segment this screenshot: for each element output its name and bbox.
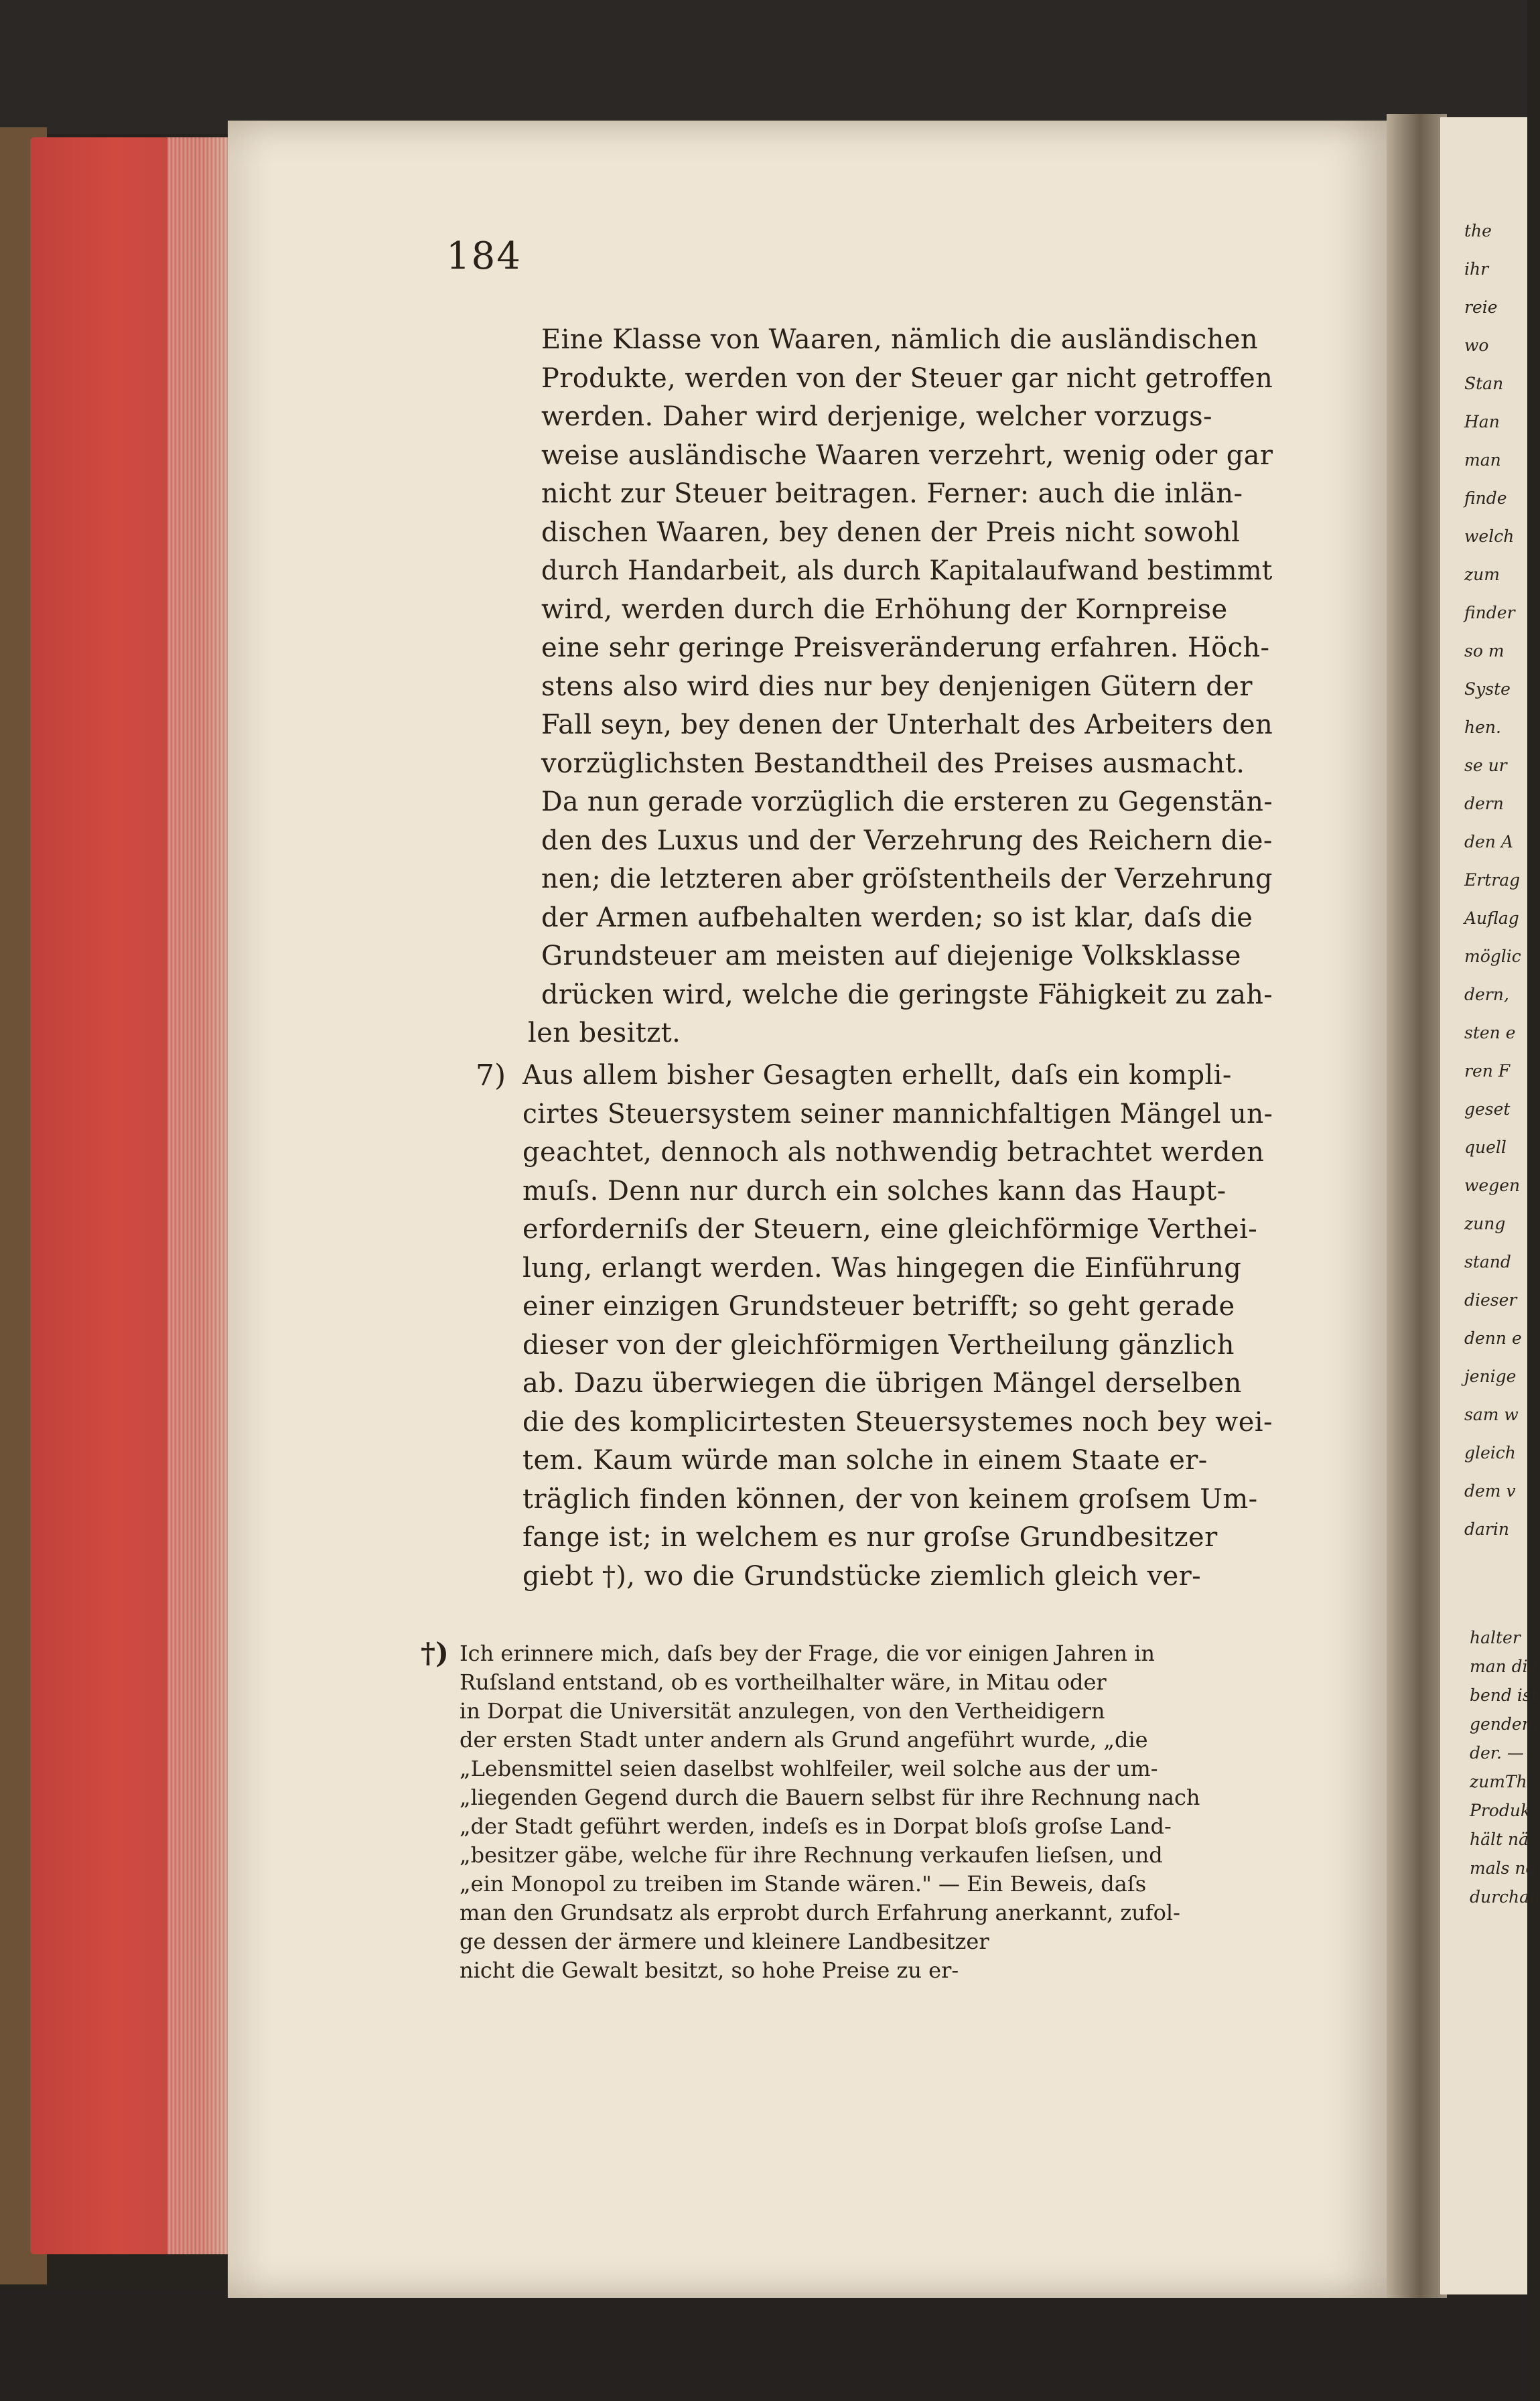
right-page-fragment-line: Syste <box>1464 679 1511 699</box>
right-page-fragment-line: dem v <box>1464 1481 1516 1501</box>
text-line: weise ausländische Waaren verzehrt, wenig oder gar <box>541 439 1273 471</box>
right-page-fragment-line: hält nä <box>1470 1830 1529 1849</box>
text-line: Produkte, werden von der Steuer gar nicht getroffen <box>541 362 1273 394</box>
right-page-fragment-line: bend ist <box>1470 1686 1538 1705</box>
right-page-fragment-line: jenige <box>1464 1367 1517 1386</box>
text-line: Eine Klasse von Waaren, nämlich die ausländischen <box>541 324 1259 355</box>
right-page-fragment-line: zumTh <box>1470 1772 1527 1791</box>
right-page-fragment-line: finder <box>1464 603 1515 622</box>
footnote-line: „besitzer gäbe, welche für ihre Rechnung verkaufen lieſsen, und <box>460 1842 1163 1868</box>
text-line: vorzüglichsten Bestandtheil des Preises ausmacht. <box>541 748 1245 779</box>
right-page-fragment-line: Stan <box>1464 374 1504 393</box>
footnote-line: Ich erinnere mich, daſs bey der Frage, die vor einigen Jahren in <box>460 1641 1155 1666</box>
right-page-fragment-line: the <box>1464 221 1492 241</box>
right-page-fragment-line: hen. <box>1464 717 1501 737</box>
right-page-fragment-line: zung <box>1464 1214 1506 1233</box>
text-line: fange ist; in welchem es nur groſse Grundbesitzer <box>522 1522 1218 1553</box>
text-line: werden. Daher wird derjenige, welcher vorzugs- <box>541 401 1212 432</box>
footnote-line: ge dessen der ärmere und kleinere Landbesitzer <box>460 1929 989 1954</box>
right-page-fragment-line: se ur <box>1464 756 1507 775</box>
text-line: eine sehr geringe Preisveränderung erfahren. Höch- <box>541 632 1270 663</box>
right-page-fragment-line: welch <box>1464 527 1515 546</box>
text-line: einer einzigen Grundsteuer betrifft; so geht gerade <box>522 1291 1235 1322</box>
footnote-line: „Lebensmittel seien daselbst wohlfeiler, weil solche aus der um- <box>460 1756 1158 1781</box>
right-page-fragment-line: mals no <box>1470 1858 1536 1878</box>
footnote-line: man den Grundsatz als erprobt durch Erfahrung anerkannt, zufol- <box>460 1900 1180 1925</box>
right-page-fragment-line: finde <box>1464 488 1507 508</box>
right-page-fragment-line: ihr <box>1464 259 1489 279</box>
footnote-line: nicht die Gewalt besitzt, so hohe Preise zu er- <box>460 1958 959 1983</box>
right-page-fragment-line: dern, <box>1464 985 1509 1004</box>
right-page-fragment-line: stand <box>1464 1252 1511 1272</box>
text-line: nicht zur Steuer beitragen. Ferner: auch die inlän- <box>541 478 1243 509</box>
page-number: 184 <box>446 234 522 278</box>
text-line: tem. Kaum würde man solche in einem Staate er- <box>522 1445 1208 1476</box>
text-line: giebt †), wo die Grundstücke ziemlich gleich ver- <box>522 1560 1202 1592</box>
right-page-fragment-line: geset <box>1464 1099 1511 1119</box>
text-line: durch Handarbeit, als durch Kapitalaufwand bestimmt <box>541 555 1273 586</box>
right-page-fragment-line: so m <box>1464 641 1504 661</box>
right-page-fragment-line: reie <box>1464 297 1498 317</box>
text-line: Aus allem bisher Gesagten erhellt, daſs ein kompli- <box>522 1060 1232 1091</box>
right-page-fragment-line: genden, <box>1470 1714 1538 1734</box>
right-page-fragment <box>1440 117 1540 2294</box>
text-line: erforderniſs der Steuern, eine gleichförmige Verthei- <box>522 1214 1258 1245</box>
text-line: lung, erlangt werden. Was hingegen die Einführung <box>522 1252 1242 1284</box>
right-page-fragment-line: man die <box>1470 1657 1538 1676</box>
right-page-fragment-line: sten e <box>1464 1023 1516 1042</box>
footnote-line: „ein Monopol zu treiben im Stande wären." — Ein Beweis, daſs <box>460 1871 1147 1897</box>
text-line: dieser von der gleichförmigen Vertheilung gänzlich <box>522 1329 1235 1361</box>
text-line: Da nun gerade vorzüglich die ersteren zu Gegenstän- <box>541 786 1273 817</box>
right-page-fragment-line: man <box>1464 450 1501 470</box>
right-page-fragment-line: ren F <box>1464 1061 1511 1081</box>
text-line: träglich finden können, der von keinem groſsem Um- <box>522 1483 1258 1515</box>
background-bottom <box>0 2291 1527 2401</box>
text-line: len besitzt. <box>528 1018 681 1048</box>
right-page-fragment-line: möglic <box>1464 947 1521 966</box>
text-line: ab. Dazu überwiegen die übrigen Mängel derselben <box>522 1368 1242 1399</box>
footnote-line: „liegenden Gegend durch die Bauern selbst für ihre Rechnung nach <box>460 1785 1200 1810</box>
right-page-fragment-line: Ertrag <box>1464 870 1521 890</box>
right-page-fragment-line: den A <box>1464 832 1513 851</box>
right-page-fragment-line: darin <box>1464 1519 1509 1539</box>
text-line: geachtet, dennoch als nothwendig betrachtet werden <box>522 1137 1265 1168</box>
text-line: Fall seyn, bey denen der Unterhalt des Arbeiters den <box>541 709 1273 740</box>
text-line: Grundsteuer am meisten auf diejenige Volksklasse <box>541 941 1241 971</box>
text-line: muſs. Denn nur durch ein solches kann das Haupt- <box>522 1175 1227 1207</box>
right-page-fragment-line: wo <box>1464 336 1489 355</box>
book-gutter <box>1387 114 1447 2298</box>
text-line: dischen Waaren, bey denen der Preis nicht sowohl <box>541 517 1241 548</box>
item-number: 7) <box>476 1058 506 1093</box>
background-top <box>0 0 1527 134</box>
right-page-fragment-line: zum <box>1464 565 1500 584</box>
text-line: cirtes Steuersystem seiner mannichfaltigen Mängel un- <box>522 1098 1273 1129</box>
right-page-fragment-line: Produk <box>1470 1801 1531 1820</box>
right-page-fragment-line: halter <box>1470 1628 1521 1647</box>
right-page-fragment-line: Han <box>1464 412 1500 431</box>
right-page-fragment-line: wegen <box>1464 1176 1521 1195</box>
right-page-fragment-line: dern <box>1464 794 1504 813</box>
right-page-fragment-line: gleich <box>1464 1443 1516 1462</box>
right-page-fragment-line: dieser <box>1464 1290 1517 1310</box>
footnote-line: Ruſsland entstand, ob es vortheilhalter wäre, in Mitau oder <box>460 1669 1107 1695</box>
footnote-line: der ersten Stadt unter andern als Grund angeführt wurde, „die <box>460 1727 1148 1753</box>
right-page-fragment-line: denn e <box>1464 1328 1522 1348</box>
text-line: stens also wird dies nur bey denjenigen Gütern der <box>541 671 1253 702</box>
right-page-fragment-line: quell <box>1464 1138 1507 1157</box>
footnote-line: in Dorpat die Universität anzulegen, von den Vertheidigern <box>460 1698 1105 1724</box>
right-page-fragment-line: durchau <box>1470 1887 1540 1907</box>
text-line: die des komplicirtesten Steuersystemes noch bey wei- <box>522 1406 1273 1438</box>
right-page-fragment-line: der. — <box>1470 1743 1524 1763</box>
right-page-fragment-line: sam w <box>1464 1405 1519 1424</box>
text-line: den des Luxus und der Verzehrung des Reichern die- <box>541 825 1273 856</box>
footnote-mark: †) <box>421 1637 449 1669</box>
text-line: drücken wird, welche die geringste Fähigkeit zu zah- <box>541 979 1273 1010</box>
text-line: wird, werden durch die Erhöhung der Kornpreise <box>541 594 1228 625</box>
text-line: der Armen aufbehalten werden; so ist klar, daſs die <box>541 902 1253 933</box>
text-line: nen; die letzteren aber gröſstentheils der Verzehrung <box>541 864 1273 894</box>
right-page-fragment-line: Auflag <box>1464 908 1519 928</box>
footnote-line: „der Stadt geführt werden, indeſs es in Dorpat bloſs groſse Land- <box>460 1813 1172 1839</box>
